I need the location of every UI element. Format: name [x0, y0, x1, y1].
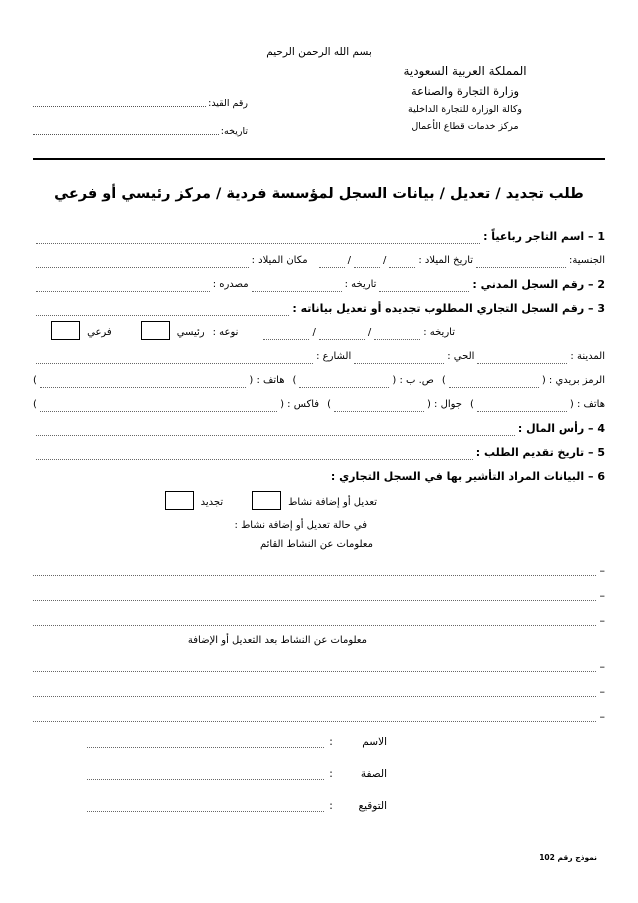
- signature-signature-input[interactable]: [87, 800, 324, 812]
- signature-capacity-input[interactable]: [87, 768, 324, 780]
- mobile-label: جوال : (: [426, 399, 462, 410]
- commercial-record-date-label: تاريخه :: [423, 327, 455, 338]
- authority-line-agency: وكالة الوزارة للتجارة الداخلية: [408, 104, 522, 115]
- application-date-input[interactable]: [36, 447, 473, 460]
- registration-number-label: رقم القيد:: [208, 98, 248, 109]
- fax-input[interactable]: [40, 399, 277, 412]
- field-row-civil-record: [33, 276, 605, 292]
- current-activity-line-2: [33, 585, 605, 601]
- street-label: الشارع :: [316, 351, 352, 362]
- nationality-input[interactable]: [476, 255, 566, 268]
- bismillah-text: بسم الله الرحمن الرحيم: [266, 46, 372, 58]
- city-label: المدينة :: [570, 351, 605, 362]
- after-activity-line-1: [33, 656, 605, 672]
- registration-date-label: تاريخه:: [220, 126, 248, 137]
- after-activity-line-2: [33, 681, 605, 697]
- field-row-application-date: [33, 444, 605, 460]
- current-activity-label: معلومات عن النشاط القائم: [259, 539, 373, 550]
- authority-line-center: مركز خدمات قطاع الأعمال: [411, 121, 519, 132]
- postal-code-input[interactable]: [449, 375, 539, 388]
- civil-record-input[interactable]: [379, 279, 469, 292]
- authority-line-kingdom: المملكة العربية السعودية: [403, 64, 527, 78]
- civil-record-date-input[interactable]: [252, 279, 342, 292]
- current-activity-input-2[interactable]: [33, 589, 596, 601]
- current-activity-line-3: [33, 610, 605, 626]
- after-activity-input-3[interactable]: [33, 710, 596, 722]
- page-inner: [33, 0, 605, 903]
- after-activity-label: معلومات عن النشاط بعد التعديل أو الإضافة: [187, 635, 367, 646]
- pobox-close: ): [292, 375, 297, 386]
- authority-line-ministry: وزارة التجارة والصناعة: [410, 84, 520, 98]
- record-type-branch-label: فرعي: [87, 327, 112, 338]
- after-activity-input-2[interactable]: [33, 685, 596, 697]
- form-number-footer: نموذج رقم 102: [539, 853, 597, 862]
- registration-date-input[interactable]: [33, 133, 219, 135]
- signature-block: [87, 734, 387, 830]
- district-label: الحي :: [447, 351, 475, 362]
- item6-label: 6 – البيانات المراد التأشير بها في السجل التجاري :: [330, 470, 605, 483]
- birth-place-label: مكان الميلاد :: [251, 255, 308, 266]
- checkbox-type-branch[interactable]: [51, 321, 80, 340]
- record-type-main-label: رئيسي: [176, 327, 205, 338]
- field-row-postal-contact: [33, 372, 605, 388]
- item3-label: 3 – رقم السجل التجاري المطلوب تجديده أو تعديل بياناته :: [292, 302, 605, 315]
- field-row-trader-name: [33, 228, 605, 244]
- birth-date-month-input[interactable]: [354, 255, 380, 268]
- civil-record-source-input[interactable]: [36, 279, 210, 292]
- commercial-date-month-input[interactable]: [319, 327, 365, 340]
- birth-date-sep-1: /: [382, 255, 387, 266]
- case-note-label: في حالة تعديل أو إضافة نشاط :: [234, 520, 367, 531]
- street-input[interactable]: [36, 351, 313, 364]
- field-row-nationality-birth: [33, 252, 605, 268]
- item5-label: 5 – تاريخ تقديم الطلب :: [475, 446, 605, 459]
- pobox-input[interactable]: [299, 375, 389, 388]
- field-row-capital: [33, 420, 605, 436]
- current-activity-input-3[interactable]: [33, 614, 596, 626]
- civil-record-date-label: تاريخه :: [344, 279, 377, 290]
- dash-marker: –: [599, 660, 605, 673]
- phone1-input[interactable]: [40, 375, 247, 388]
- signature-signature-label: التوقيع: [358, 800, 387, 812]
- birth-date-day-input[interactable]: [389, 255, 415, 268]
- city-input[interactable]: [477, 351, 567, 364]
- phone2-input[interactable]: [477, 399, 567, 412]
- birth-place-input[interactable]: [36, 255, 249, 268]
- option-renew-label: تجديد: [200, 497, 224, 508]
- after-activity-line-3: [33, 706, 605, 722]
- checkbox-type-main[interactable]: [141, 321, 170, 340]
- mobile-close: ): [327, 399, 331, 410]
- field-row-record-date-type: [33, 324, 605, 340]
- postal-code-label: الرمز بريدي : (: [541, 375, 605, 386]
- record-type-label: نوعه :: [212, 327, 239, 338]
- commercial-record-input[interactable]: [36, 303, 289, 316]
- trader-name-input[interactable]: [36, 231, 480, 244]
- dash-marker: –: [599, 710, 605, 723]
- birth-date-year-input[interactable]: [319, 255, 345, 268]
- birth-date-sep-2: /: [347, 255, 351, 266]
- commercial-date-year-input[interactable]: [263, 327, 309, 340]
- phone1-close: ): [33, 375, 37, 386]
- commercial-date-sep-2: /: [312, 327, 316, 338]
- signature-name-label: الاسم: [362, 736, 387, 748]
- mobile-input[interactable]: [334, 399, 424, 412]
- field-row-phone-mobile-fax: [33, 396, 605, 412]
- signature-capacity-label: الصفة: [360, 768, 387, 780]
- checkbox-modify-activity[interactable]: [252, 491, 281, 510]
- option-modify-label: تعديل أو إضافة نشاط: [288, 497, 377, 508]
- signature-signature-colon: :: [329, 800, 333, 812]
- dash-marker: –: [599, 685, 605, 698]
- checkbox-renew[interactable]: [165, 491, 194, 510]
- item2-label: 2 – رقم السجل المدني :: [472, 278, 605, 291]
- field-row-commercial-record: [33, 300, 605, 316]
- fax-label: فاكس : (: [280, 399, 320, 410]
- page-title: طلب تجديد / تعديل / بيانات السجل لمؤسسة فردية / مركز رئيسي أو فرعي: [54, 186, 584, 202]
- field-row-item6-heading: [33, 468, 605, 484]
- dash-marker: –: [599, 589, 605, 602]
- signature-name-colon: :: [329, 736, 333, 748]
- commercial-date-sep-1: /: [367, 327, 372, 338]
- item1-label: 1 – اسم التاجر رباعياً :: [483, 230, 605, 243]
- registration-number-row: [33, 98, 248, 109]
- registration-date-row: [33, 126, 248, 137]
- birth-date-label: تاريخ الميلاد :: [418, 255, 474, 266]
- signature-capacity-colon: :: [329, 768, 333, 780]
- registration-number-input[interactable]: [33, 105, 206, 107]
- current-activity-line-1: [33, 560, 605, 576]
- after-activity-input-1[interactable]: [33, 660, 596, 672]
- authority-header: [335, 64, 595, 138]
- fax-close: ): [33, 399, 37, 410]
- field-row-address: [33, 348, 605, 364]
- district-input[interactable]: [354, 351, 444, 364]
- item4-label: 4 – رأس المال :: [517, 422, 605, 435]
- registration-block: [33, 98, 248, 154]
- form-body: [33, 228, 605, 731]
- current-activity-input-1[interactable]: [33, 564, 596, 576]
- phone2-close: ): [470, 399, 474, 410]
- signature-row-signature: [87, 798, 387, 812]
- header-divider: [33, 158, 605, 160]
- postal-code-close: ): [441, 375, 446, 386]
- phone2-label: هاتف : (: [569, 399, 605, 410]
- signature-row-capacity: [87, 766, 387, 780]
- commercial-date-day-input[interactable]: [374, 327, 420, 340]
- capital-input[interactable]: [36, 423, 515, 436]
- field-row-options: [33, 494, 605, 510]
- pobox-label: ص. ب : (: [392, 375, 434, 386]
- nationality-label: الجنسية:: [569, 255, 605, 266]
- signature-row-name: [87, 734, 387, 748]
- phone1-label: هاتف : (: [249, 375, 285, 386]
- dash-marker: –: [599, 614, 605, 627]
- dash-marker: –: [599, 564, 605, 577]
- signature-name-input[interactable]: [87, 736, 324, 748]
- civil-record-source-label: مصدره :: [212, 279, 249, 290]
